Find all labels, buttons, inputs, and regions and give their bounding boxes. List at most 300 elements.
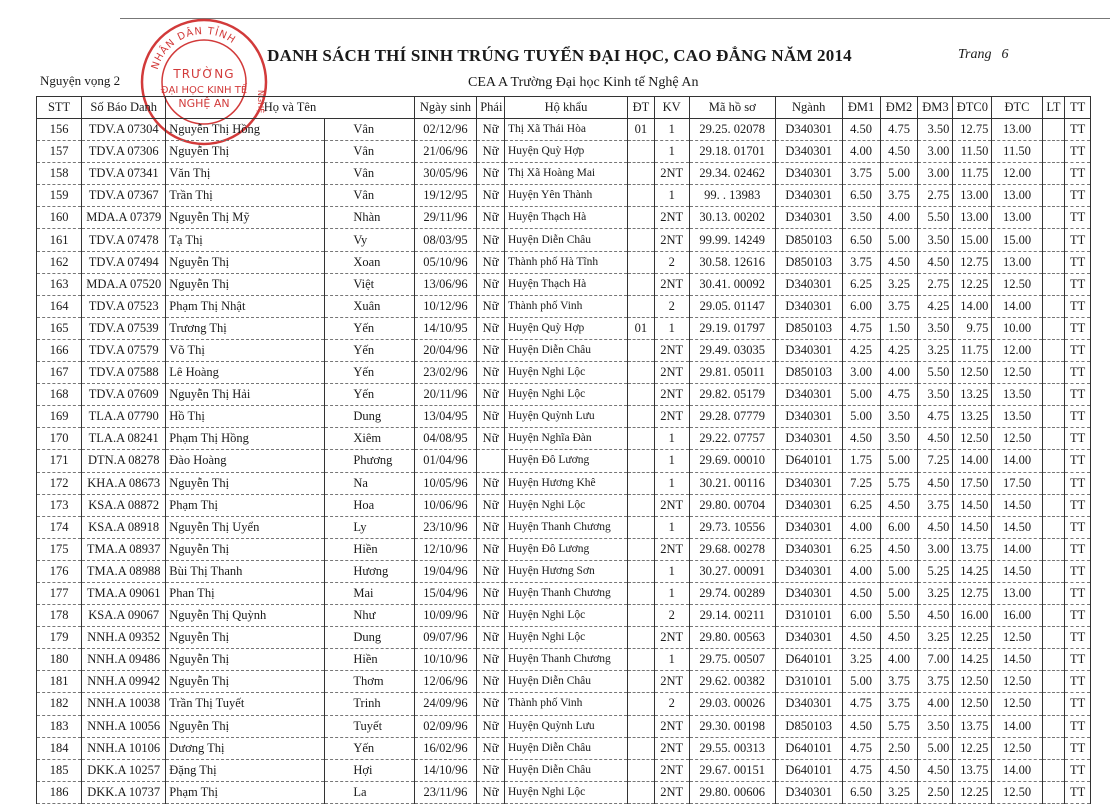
cell-ma-ho-so: 29.80. 00606 (689, 781, 775, 803)
cell-stt: 163 (37, 273, 82, 295)
cell-ho-khau: Huyện Nghi Lộc (504, 494, 627, 516)
cell-dm3: 4.50 (918, 251, 953, 273)
cell-dtc0: 12.25 (953, 781, 992, 803)
cell-nganh: D340301 (775, 207, 842, 229)
cell-ho-khau: Huyện Đô Lương (504, 450, 627, 472)
cell-dm2: 5.00 (880, 560, 918, 582)
cell-dtc0: 12.75 (953, 251, 992, 273)
cell-ho: Phạm Thị (166, 781, 325, 803)
cell-dm3: 4.75 (918, 406, 953, 428)
cell-ma-ho-so: 29.14. 00211 (689, 605, 775, 627)
cell-dm3: 5.00 (918, 737, 953, 759)
cell-tt: TT (1065, 560, 1091, 582)
cell-lt (1042, 759, 1065, 781)
cell-dm1: 6.00 (842, 605, 880, 627)
cell-tt: TT (1065, 627, 1091, 649)
cell-phai: Nữ (477, 384, 505, 406)
cell-ten: Xuân (325, 295, 414, 317)
cell-dt (628, 251, 655, 273)
cell-sbd: DKK.A 10737 (82, 781, 166, 803)
cell-dt (628, 273, 655, 295)
cell-ma-ho-so: 29.55. 00313 (689, 737, 775, 759)
cell-dm3: 3.50 (918, 715, 953, 737)
cell-ma-ho-so: 30.21. 00116 (689, 472, 775, 494)
table-row (37, 605, 1091, 627)
cell-dtc: 12.50 (992, 693, 1042, 715)
cell-ma-ho-so: 30.58. 12616 (689, 251, 775, 273)
table-row (37, 649, 1091, 671)
cell-ten: La (325, 781, 414, 803)
cell-dm2: 3.25 (880, 781, 918, 803)
table-row (37, 428, 1091, 450)
cell-ho-khau: Huyện Quỳ Hợp (504, 141, 627, 163)
cell-stt: 170 (37, 428, 82, 450)
cell-ho: Trần Thị (166, 185, 325, 207)
cell-dtc0: 11.50 (953, 141, 992, 163)
cell-dm3: 3.00 (918, 141, 953, 163)
cell-kv: 1 (654, 450, 689, 472)
cell-ten: Vân (325, 185, 414, 207)
cell-ten: Hương (325, 560, 414, 582)
cell-dtc0: 12.75 (953, 582, 992, 604)
cell-dtc0: 13.75 (953, 538, 992, 560)
cell-ngay-sinh: 04/08/95 (414, 428, 477, 450)
cell-kv: 1 (654, 649, 689, 671)
cell-lt (1042, 185, 1065, 207)
cell-sbd: NNH.A 09942 (82, 671, 166, 693)
cell-dm2: 4.75 (880, 119, 918, 141)
cell-dtc: 13.00 (992, 185, 1042, 207)
cell-nganh: D340301 (775, 273, 842, 295)
cell-nganh: D850103 (775, 317, 842, 339)
cell-ho-khau: Huyện Thanh Chương (504, 582, 627, 604)
cell-dt (628, 781, 655, 803)
cell-dm1: 3.75 (842, 251, 880, 273)
cell-dm1: 6.50 (842, 185, 880, 207)
cell-lt (1042, 693, 1065, 715)
table-row (37, 163, 1091, 185)
cell-ngay-sinh: 10/09/96 (414, 605, 477, 627)
cell-ngay-sinh: 12/06/96 (414, 671, 477, 693)
cell-ma-ho-so: 29.28. 07779 (689, 406, 775, 428)
cell-ho-khau: Huyện Nghĩa Đàn (504, 428, 627, 450)
cell-ten: Vân (325, 163, 414, 185)
cell-dm1: 5.00 (842, 406, 880, 428)
table-row (37, 671, 1091, 693)
cell-tt: TT (1065, 759, 1091, 781)
table-row (37, 317, 1091, 339)
cell-dm2: 5.75 (880, 472, 918, 494)
cell-stt: 177 (37, 582, 82, 604)
cell-tt: TT (1065, 737, 1091, 759)
cell-ma-ho-so: 29.03. 00026 (689, 693, 775, 715)
cell-sbd: KSA.A 08918 (82, 516, 166, 538)
cell-dtc0: 12.25 (953, 273, 992, 295)
col-header-ho-khau: Hộ khẩu (504, 97, 627, 119)
cell-ngay-sinh: 29/11/96 (414, 207, 477, 229)
cell-dm2: 5.00 (880, 163, 918, 185)
cell-kv: 1 (654, 317, 689, 339)
cell-stt: 165 (37, 317, 82, 339)
cell-dm3: 3.50 (918, 229, 953, 251)
cell-ho: Nguyễn Thị (166, 627, 325, 649)
cell-ho-khau: Huyện Quỳnh Lưu (504, 715, 627, 737)
cell-nganh: D340301 (775, 538, 842, 560)
cell-stt: 167 (37, 362, 82, 384)
cell-tt: TT (1065, 317, 1091, 339)
cell-dtc: 13.00 (992, 119, 1042, 141)
cell-dm1: 6.50 (842, 781, 880, 803)
cell-dm3: 7.00 (918, 649, 953, 671)
cell-ten: Yến (325, 737, 414, 759)
cell-ma-ho-so: 99. . 13983 (689, 185, 775, 207)
cell-dtc: 15.00 (992, 229, 1042, 251)
cell-tt: TT (1065, 339, 1091, 361)
cell-ngay-sinh: 08/03/95 (414, 229, 477, 251)
cell-nganh: D340301 (775, 119, 842, 141)
cell-tt: TT (1065, 229, 1091, 251)
cell-dm3: 4.50 (918, 759, 953, 781)
cell-lt (1042, 295, 1065, 317)
cell-dtc0: 13.00 (953, 185, 992, 207)
svg-text:ĐẠI HỌC KINH TẾ: ĐẠI HỌC KINH TẾ (160, 85, 248, 96)
cell-dm3: 4.25 (918, 295, 953, 317)
cell-stt: 182 (37, 693, 82, 715)
cell-ho-khau: Thành phố Vinh (504, 693, 627, 715)
cell-stt: 172 (37, 472, 82, 494)
cell-dtc0: 13.75 (953, 715, 992, 737)
cell-dtc: 12.50 (992, 671, 1042, 693)
cell-phai: Nữ (477, 671, 505, 693)
cell-tt: TT (1065, 163, 1091, 185)
cell-lt (1042, 582, 1065, 604)
cell-ma-ho-so: 30.41. 00092 (689, 273, 775, 295)
cell-nganh: D340301 (775, 693, 842, 715)
cell-dm2: 4.75 (880, 384, 918, 406)
cell-dtc0: 12.50 (953, 428, 992, 450)
cell-ngay-sinh: 01/04/96 (414, 450, 477, 472)
cell-tt: TT (1065, 185, 1091, 207)
cell-dm2: 4.50 (880, 538, 918, 560)
cell-lt (1042, 163, 1065, 185)
cell-dtc0: 14.25 (953, 560, 992, 582)
table-row (37, 339, 1091, 361)
cell-kv: 1 (654, 119, 689, 141)
col-header-ngay-sinh: Ngày sinh (414, 97, 477, 119)
table-row (37, 693, 1091, 715)
cell-dm2: 4.50 (880, 494, 918, 516)
cell-ho-khau: Huyện Thanh Chương (504, 649, 627, 671)
cell-ngay-sinh: 20/11/96 (414, 384, 477, 406)
cell-dm2: 4.50 (880, 251, 918, 273)
cell-dm3: 3.75 (918, 671, 953, 693)
cell-dm1: 3.00 (842, 362, 880, 384)
cell-ngay-sinh: 10/06/96 (414, 494, 477, 516)
cell-ho-khau: Thành phố Vinh (504, 295, 627, 317)
cell-dtc0: 13.75 (953, 759, 992, 781)
cell-ma-ho-so: 29.80. 00704 (689, 494, 775, 516)
cell-kv: 2 (654, 605, 689, 627)
cell-phai: Nữ (477, 339, 505, 361)
cell-dtc0: 14.00 (953, 450, 992, 472)
table-row (37, 737, 1091, 759)
cell-phai: Nữ (477, 317, 505, 339)
cell-dm3: 4.50 (918, 516, 953, 538)
table-header-row (37, 97, 1091, 119)
cell-phai: Nữ (477, 251, 505, 273)
school-subtitle: CEA A Trường Đại học Kinh tế Nghệ An (468, 75, 699, 90)
cell-ho-khau: Huyện Diễn Châu (504, 759, 627, 781)
cell-dtc: 14.00 (992, 715, 1042, 737)
table-row (37, 472, 1091, 494)
cell-dm3: 3.75 (918, 494, 953, 516)
cell-stt: 160 (37, 207, 82, 229)
cell-dt (628, 339, 655, 361)
cell-nganh: D640101 (775, 649, 842, 671)
cell-dm1: 3.75 (842, 163, 880, 185)
cell-tt: TT (1065, 715, 1091, 737)
cell-tt: TT (1065, 119, 1091, 141)
cell-dm1: 6.25 (842, 273, 880, 295)
cell-tt: TT (1065, 605, 1091, 627)
cell-kv: 2NT (654, 781, 689, 803)
cell-stt: 180 (37, 649, 82, 671)
cell-nganh: D340301 (775, 781, 842, 803)
cell-lt (1042, 251, 1065, 273)
cell-ma-ho-so: 30.27. 00091 (689, 560, 775, 582)
cell-ho-khau: Huyện Quỳ Hợp (504, 317, 627, 339)
cell-dm2: 5.50 (880, 605, 918, 627)
cell-ho: Nguyễn Thị (166, 273, 325, 295)
cell-stt: 169 (37, 406, 82, 428)
cell-sbd: KSA.A 09067 (82, 605, 166, 627)
cell-sbd: KHA.A 08673 (82, 472, 166, 494)
cell-dm1: 4.50 (842, 715, 880, 737)
cell-stt: 175 (37, 538, 82, 560)
cell-dm1: 6.25 (842, 538, 880, 560)
col-header-dm1: ĐM1 (842, 97, 880, 119)
cell-ten: Việt (325, 273, 414, 295)
cell-dtc0: 11.75 (953, 339, 992, 361)
cell-ho: Nguyễn Thị Hải (166, 384, 325, 406)
page-title: DANH SÁCH THÍ SINH TRÚNG TUYỂN ĐẠI HỌC, CAO ĐẲNG NĂM 2014 (267, 46, 852, 65)
cell-phai: Nữ (477, 649, 505, 671)
cell-dtc: 13.00 (992, 207, 1042, 229)
table-row (37, 450, 1091, 472)
cell-kv: 2NT (654, 759, 689, 781)
cell-ho-khau: Huyện Quỳnh Lưu (504, 406, 627, 428)
cell-lt (1042, 715, 1065, 737)
svg-text:TRƯỜNG: TRƯỜNG (173, 67, 235, 81)
cell-tt: TT (1065, 141, 1091, 163)
cell-dtc: 10.00 (992, 317, 1042, 339)
cell-stt: 156 (37, 119, 82, 141)
cell-dm2: 3.75 (880, 693, 918, 715)
table-row (37, 141, 1091, 163)
cell-phai: Nữ (477, 406, 505, 428)
cell-nganh: D340301 (775, 163, 842, 185)
cell-ho: Phan Thị (166, 582, 325, 604)
cell-phai: Nữ (477, 737, 505, 759)
cell-dt (628, 627, 655, 649)
cell-ngay-sinh: 14/10/95 (414, 317, 477, 339)
svg-text:NGHỆ: NGHỆ (256, 90, 265, 114)
cell-kv: 1 (654, 560, 689, 582)
cell-ho: Tạ Thị (166, 229, 325, 251)
cell-kv: 2NT (654, 163, 689, 185)
cell-dm3: 3.50 (918, 317, 953, 339)
cell-phai: Nữ (477, 163, 505, 185)
cell-dm3: 4.50 (918, 472, 953, 494)
nguyen-vong-label: Nguyện vọng 2 (40, 73, 121, 88)
cell-dt (628, 737, 655, 759)
cell-ten: Yến (325, 339, 414, 361)
cell-dt (628, 560, 655, 582)
cell-stt: 176 (37, 560, 82, 582)
cell-dm1: 4.25 (842, 339, 880, 361)
cell-ngay-sinh: 14/10/96 (414, 759, 477, 781)
cell-ho-khau: Huyện Nghi Lộc (504, 384, 627, 406)
col-header-stt: STT (37, 97, 82, 119)
cell-ma-ho-so: 29.80. 00563 (689, 627, 775, 649)
cell-phai: Nữ (477, 693, 505, 715)
col-header-nganh: Ngành (775, 97, 842, 119)
cell-ngay-sinh: 21/06/96 (414, 141, 477, 163)
cell-ho-khau: Thị Xã Thái Hòa (504, 119, 627, 141)
table-row (37, 781, 1091, 803)
cell-ten: Xiêm (325, 428, 414, 450)
col-header-ma-ho-so: Mã hồ sơ (689, 97, 775, 119)
cell-ho-khau: Huyện Thanh Chương (504, 516, 627, 538)
cell-dt (628, 494, 655, 516)
cell-dm2: 3.50 (880, 428, 918, 450)
cell-dtc0: 12.25 (953, 627, 992, 649)
cell-ten: Hiền (325, 649, 414, 671)
cell-dt (628, 185, 655, 207)
svg-text:NHÂN DÂN TỈNH: NHÂN DÂN TỈNH (149, 25, 238, 72)
cell-dm1: 4.50 (842, 627, 880, 649)
cell-ten: Vân (325, 141, 414, 163)
cell-dm2: 5.00 (880, 450, 918, 472)
cell-dm3: 3.00 (918, 163, 953, 185)
cell-tt: TT (1065, 649, 1091, 671)
cell-nganh: D640101 (775, 737, 842, 759)
cell-ngay-sinh: 02/12/96 (414, 119, 477, 141)
cell-dm2: 3.75 (880, 295, 918, 317)
cell-ho: Lê Hoàng (166, 362, 325, 384)
cell-dm3: 3.50 (918, 384, 953, 406)
cell-ten: Hiền (325, 538, 414, 560)
cell-ma-ho-so: 29.34. 02462 (689, 163, 775, 185)
cell-dt (628, 163, 655, 185)
cell-dtc: 14.50 (992, 516, 1042, 538)
table-row (37, 207, 1091, 229)
cell-stt: 157 (37, 141, 82, 163)
cell-kv: 2NT (654, 737, 689, 759)
cell-nganh: D340301 (775, 384, 842, 406)
cell-kv: 2NT (654, 384, 689, 406)
cell-dm1: 4.00 (842, 560, 880, 582)
table-row (37, 119, 1091, 141)
cell-sbd: TDV.A 07478 (82, 229, 166, 251)
cell-tt: TT (1065, 516, 1091, 538)
cell-phai: Nữ (477, 605, 505, 627)
cell-dtc: 14.50 (992, 494, 1042, 516)
cell-ho: Đặng Thị (166, 759, 325, 781)
cell-lt (1042, 384, 1065, 406)
table-row (37, 251, 1091, 273)
cell-ngay-sinh: 05/10/96 (414, 251, 477, 273)
cell-dtc0: 15.00 (953, 229, 992, 251)
cell-stt: 173 (37, 494, 82, 516)
cell-tt: TT (1065, 538, 1091, 560)
cell-ho-khau: Huyện Diễn Châu (504, 671, 627, 693)
col-header-dm2: ĐM2 (880, 97, 918, 119)
cell-dt (628, 605, 655, 627)
cell-kv: 1 (654, 185, 689, 207)
cell-lt (1042, 428, 1065, 450)
cell-dm1: 4.00 (842, 516, 880, 538)
cell-ma-ho-so: 29.74. 00289 (689, 582, 775, 604)
table-row (37, 295, 1091, 317)
cell-dtc0: 12.50 (953, 693, 992, 715)
cell-sbd: KSA.A 08872 (82, 494, 166, 516)
cell-phai: Nữ (477, 207, 505, 229)
cell-dm2: 1.50 (880, 317, 918, 339)
cell-dm2: 3.75 (880, 185, 918, 207)
cell-sbd: TMA.A 08937 (82, 538, 166, 560)
cell-ho: Dương Thị (166, 737, 325, 759)
cell-ho: Trần Thị Tuyết (166, 693, 325, 715)
cell-ten: Phương (325, 450, 414, 472)
cell-dt: 01 (628, 119, 655, 141)
cell-lt (1042, 229, 1065, 251)
cell-kv: 1 (654, 516, 689, 538)
cell-dm1: 3.25 (842, 649, 880, 671)
cell-ma-ho-so: 29.75. 00507 (689, 649, 775, 671)
admission-table (36, 96, 1091, 804)
cell-nganh: D340301 (775, 428, 842, 450)
table-row (37, 494, 1091, 516)
cell-stt: 158 (37, 163, 82, 185)
cell-ngay-sinh: 23/11/96 (414, 781, 477, 803)
cell-ma-ho-so: 29.25. 02078 (689, 119, 775, 141)
cell-stt: 179 (37, 627, 82, 649)
cell-kv: 2NT (654, 229, 689, 251)
cell-kv: 2NT (654, 671, 689, 693)
cell-sbd: TLA.A 08241 (82, 428, 166, 450)
cell-phai: Nữ (477, 428, 505, 450)
cell-sbd: TDV.A 07523 (82, 295, 166, 317)
cell-dm3: 5.50 (918, 207, 953, 229)
cell-ma-ho-so: 29.62. 00382 (689, 671, 775, 693)
cell-tt: TT (1065, 472, 1091, 494)
cell-dtc: 14.00 (992, 295, 1042, 317)
col-header-dt: ĐT (628, 97, 655, 119)
cell-tt: TT (1065, 582, 1091, 604)
cell-dm3: 2.75 (918, 185, 953, 207)
cell-dm3: 5.25 (918, 560, 953, 582)
cell-nganh: D340301 (775, 295, 842, 317)
cell-dtc: 16.00 (992, 605, 1042, 627)
cell-dtc: 12.00 (992, 339, 1042, 361)
cell-dm1: 6.25 (842, 494, 880, 516)
cell-tt: TT (1065, 450, 1091, 472)
cell-sbd: DTN.A 08278 (82, 450, 166, 472)
cell-dm2: 4.50 (880, 627, 918, 649)
cell-ngay-sinh: 13/04/95 (414, 406, 477, 428)
cell-ma-ho-so: 29.69. 00010 (689, 450, 775, 472)
